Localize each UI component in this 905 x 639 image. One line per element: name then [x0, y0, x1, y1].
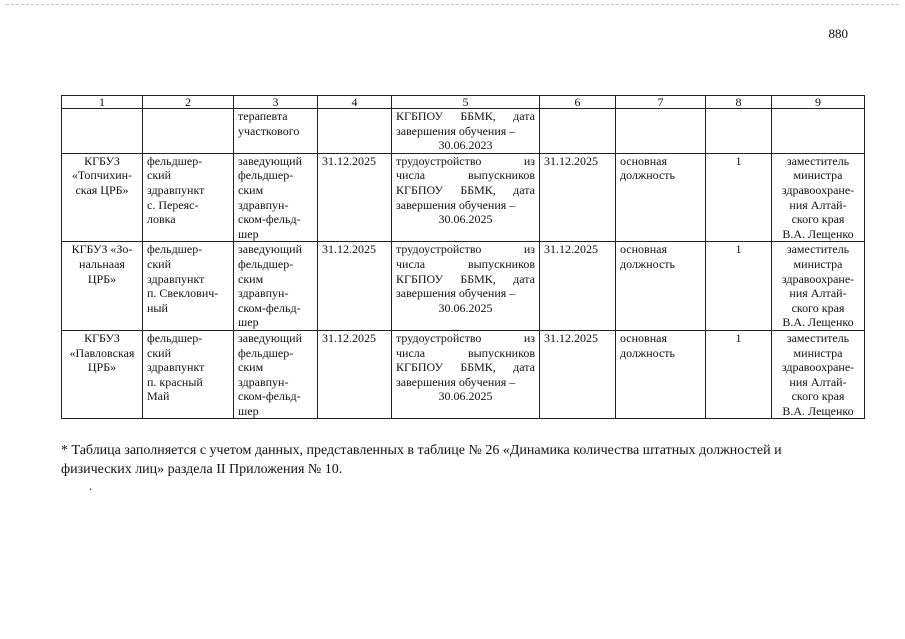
- cell-line: фельдшер-: [238, 345, 294, 360]
- cell-line: КГБУЗ: [84, 330, 120, 345]
- cell-line: фельдшер-: [147, 242, 203, 257]
- column-number: 2: [143, 96, 234, 109]
- cell-word: дата: [513, 109, 535, 123]
- cell-line: п. Свеклович-: [147, 286, 219, 301]
- cell-word: из: [523, 330, 535, 345]
- cell-line: здравпун-: [238, 197, 289, 212]
- cell-line: завершения обучения –: [396, 197, 516, 212]
- cell-line: здравпункт: [147, 182, 205, 197]
- deadline-cell: 31.12.2025: [540, 330, 616, 419]
- cell-word: числа: [396, 168, 426, 183]
- date-cell: 31.12.2025: [318, 242, 392, 331]
- cell-line: основная: [620, 153, 667, 168]
- table-row: [62, 242, 865, 331]
- column-number: 3: [234, 96, 318, 109]
- cell-line: шер: [238, 315, 259, 330]
- cell-line: КГБУЗ: [84, 153, 120, 168]
- cell-line: ским: [238, 360, 264, 375]
- cell-word: числа: [396, 345, 426, 360]
- cell-line: заместитель: [786, 242, 850, 257]
- cell-line: [396, 272, 535, 287]
- source-cell: [392, 242, 540, 331]
- cell-line: здравпун-: [238, 286, 289, 301]
- table-header-row: [62, 96, 865, 109]
- table-row: [62, 330, 865, 419]
- cell-line: В.А. Лещенко: [782, 315, 854, 330]
- cell-word: ББМК,: [460, 182, 496, 197]
- position-cell: [234, 330, 318, 419]
- cell-line: здравоохране-: [781, 360, 855, 375]
- cell-line: фельдшер-: [147, 153, 203, 168]
- cell-line: 30.06.2025: [438, 212, 493, 227]
- column-number: 4: [318, 96, 392, 109]
- cell-line: ском-фельд-: [238, 212, 301, 227]
- cell-line: шер: [238, 226, 259, 241]
- column-number: 6: [540, 96, 616, 109]
- cell-line: ский: [147, 256, 171, 271]
- column-number: 9: [772, 96, 865, 109]
- cell-word: выпускников: [467, 168, 535, 183]
- cell-line: шер: [238, 403, 259, 418]
- cell-line: [396, 168, 535, 183]
- stray-dot: .: [89, 478, 93, 493]
- cell-line: заведующий: [238, 242, 302, 257]
- date-cell: 31.12.2025: [318, 153, 392, 242]
- page-top-edge: [6, 4, 899, 5]
- type-cell: [616, 153, 706, 242]
- cell-line: КГБУЗ «Зо-: [71, 242, 133, 257]
- cell-word: выпускников: [467, 256, 535, 271]
- source-cell: [392, 330, 540, 419]
- position-cell: [234, 153, 318, 242]
- deadline-cell: [540, 109, 616, 154]
- cell-line: завершения обучения –: [396, 374, 516, 389]
- cell-line: ском-фельд-: [238, 389, 301, 404]
- cell-line: заведующий: [238, 153, 302, 168]
- cell-line: [396, 242, 535, 257]
- cell-line: [396, 154, 535, 169]
- cell-line: основная: [620, 330, 667, 345]
- staffing-table: [61, 95, 865, 419]
- cell-line: здравпун-: [238, 374, 289, 389]
- cell-word: трудоустройство: [396, 242, 482, 257]
- cell-word: ББМК,: [460, 109, 496, 123]
- deadline-cell: 31.12.2025: [540, 153, 616, 242]
- cell-line: завершения обучения –: [396, 123, 516, 138]
- cell-line: должность: [620, 345, 675, 360]
- cell-line: заместитель: [786, 153, 850, 168]
- cell-line: [396, 257, 535, 272]
- cell-line: ЦРБ»: [87, 271, 117, 286]
- count-cell: 1: [706, 242, 772, 331]
- org-cell: [62, 330, 143, 419]
- position-cell: [234, 242, 318, 331]
- cell-line: ский: [147, 168, 171, 183]
- cell-line: В.А. Лещенко: [782, 403, 854, 418]
- type-cell: [616, 109, 706, 154]
- count-cell: [706, 109, 772, 154]
- org-cell: [62, 109, 143, 154]
- deadline-cell: 31.12.2025: [540, 242, 616, 331]
- cell-word: трудоустройство: [396, 153, 482, 168]
- cell-line: [396, 331, 535, 346]
- cell-line: «Павловская: [69, 345, 135, 360]
- cell-line: нальнаая: [79, 256, 125, 271]
- cell-line: ским: [238, 271, 264, 286]
- cell-line: ный: [147, 300, 168, 315]
- cell-line: ском-фельд-: [238, 300, 301, 315]
- place-cell: [143, 109, 234, 154]
- count-cell: 1: [706, 330, 772, 419]
- cell-word: КГБПОУ: [396, 109, 443, 123]
- place-cell: [143, 242, 234, 331]
- cell-line: [396, 360, 535, 375]
- cell-line: [396, 346, 535, 361]
- cell-line: 30.06.2025: [438, 389, 493, 404]
- cell-line: здравпункт: [147, 271, 205, 286]
- cell-line: ЦРБ»: [87, 360, 117, 375]
- cell-line: ловка: [147, 212, 176, 227]
- position-cell: [234, 109, 318, 154]
- cell-line: ская ЦРБ»: [75, 182, 129, 197]
- responsible-cell: [772, 330, 865, 419]
- cell-line: В.А. Лещенко: [782, 226, 854, 241]
- cell-line: [396, 109, 535, 124]
- cell-line: 30.06.2025: [438, 300, 493, 315]
- page-number: 880: [828, 26, 848, 41]
- cell-line: здравоохране-: [781, 182, 855, 197]
- place-cell: [143, 330, 234, 419]
- source-cell: [392, 153, 540, 242]
- column-number: 8: [706, 96, 772, 109]
- cell-line: основная: [620, 242, 667, 257]
- cell-line: здравоохране-: [781, 271, 855, 286]
- cell-line: завершения обучения –: [396, 286, 516, 301]
- cell-line: ским: [238, 182, 264, 197]
- cell-line: заведующий: [238, 330, 302, 345]
- cell-line: терапевта: [238, 109, 288, 123]
- responsible-cell: [772, 109, 865, 154]
- cell-word: ББМК,: [460, 271, 496, 286]
- cell-line: ния Алтай-: [789, 374, 847, 389]
- cell-line: ский: [147, 345, 171, 360]
- column-number: 5: [392, 96, 540, 109]
- cell-word: трудоустройство: [396, 330, 482, 345]
- date-cell: 31.12.2025: [318, 330, 392, 419]
- org-cell: [62, 153, 143, 242]
- cell-line: министра: [793, 168, 843, 183]
- cell-line: министра: [793, 345, 843, 360]
- cell-line: фельдшер-: [238, 168, 294, 183]
- cell-line: Май: [147, 389, 170, 404]
- cell-line: должность: [620, 168, 675, 183]
- cell-line: фельдшер-: [147, 330, 203, 345]
- cell-line: министра: [793, 256, 843, 271]
- cell-word: КГБПОУ: [396, 182, 443, 197]
- table-row-continuation: [62, 109, 865, 154]
- cell-line: участкового: [238, 123, 300, 138]
- cell-word: из: [523, 153, 535, 168]
- cell-word: дата: [513, 182, 535, 197]
- source-cell: [392, 109, 540, 154]
- cell-word: дата: [513, 360, 535, 375]
- cell-line: ского края: [791, 300, 845, 315]
- cell-line: [396, 183, 535, 198]
- type-cell: [616, 330, 706, 419]
- cell-line: должность: [620, 256, 675, 271]
- responsible-cell: [772, 242, 865, 331]
- column-number: 7: [616, 96, 706, 109]
- cell-line: фельдшер-: [238, 256, 294, 271]
- table-body: [62, 153, 865, 419]
- place-cell: [143, 153, 234, 242]
- table-footnote: * Таблица заполняется с учетом данных, представленных в таблице № 26 «Динамика количества штатных должностей и физических лиц» раздела II Приложения № 10.: [61, 443, 782, 477]
- cell-word: ББМК,: [460, 360, 496, 375]
- cell-word: дата: [513, 271, 535, 286]
- table-row: [62, 153, 865, 242]
- cell-word: КГБПОУ: [396, 360, 443, 375]
- column-number: 1: [62, 96, 143, 109]
- cell-word: из: [523, 242, 535, 257]
- cell-line: ского края: [791, 389, 845, 404]
- cell-line: с. Переяс-: [147, 197, 199, 212]
- org-cell: [62, 242, 143, 331]
- cell-word: выпускников: [467, 345, 535, 360]
- type-cell: [616, 242, 706, 331]
- cell-line: 30.06.2023: [438, 138, 493, 153]
- cell-line: заместитель: [786, 330, 850, 345]
- cell-line: «Топчихин-: [71, 168, 133, 183]
- cell-line: ния Алтай-: [789, 197, 847, 212]
- cell-word: КГБПОУ: [396, 271, 443, 286]
- date-cell: [318, 109, 392, 154]
- cell-line: п. красный: [147, 374, 203, 389]
- responsible-cell: [772, 153, 865, 242]
- cell-line: ния Алтай-: [789, 286, 847, 301]
- cell-line: ского края: [791, 212, 845, 227]
- cell-word: числа: [396, 256, 426, 271]
- count-cell: 1: [706, 153, 772, 242]
- cell-line: здравпункт: [147, 360, 205, 375]
